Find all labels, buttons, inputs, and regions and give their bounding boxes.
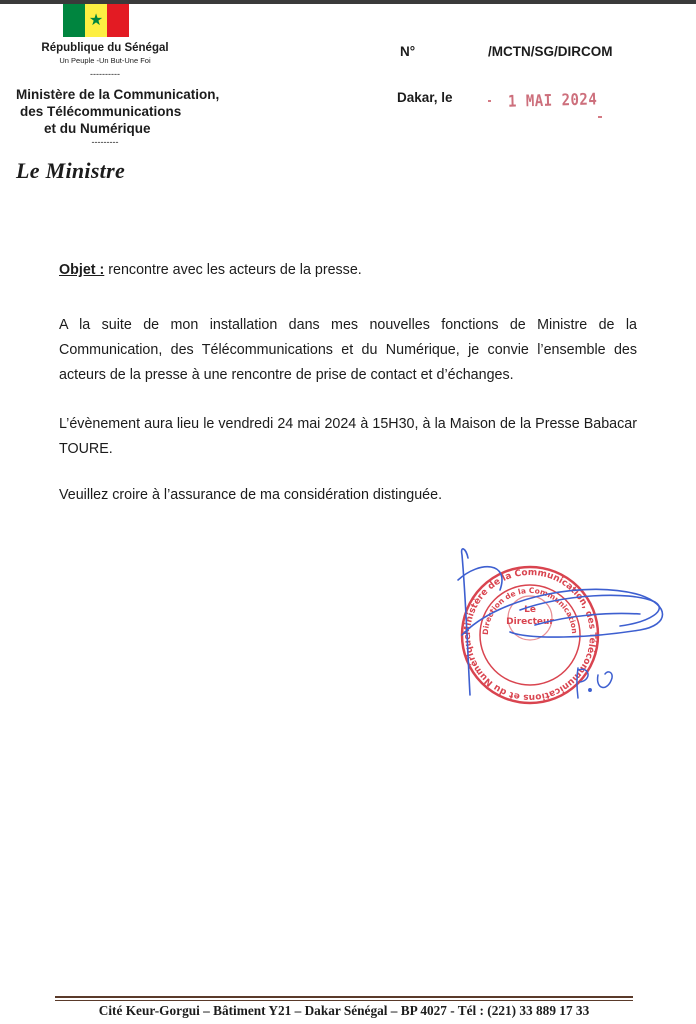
paragraph-closing: Veuillez croire à l’assurance de ma considération distinguée. <box>59 487 443 503</box>
ministry-name <box>16 86 256 137</box>
separator-bottom: --------- <box>91 137 119 147</box>
stamp-ring-text: Ministère de la Communication, des Télécommunications et du Numérique <box>462 567 598 703</box>
reference-code: /MCTN/SG/DIRCOM <box>488 44 613 59</box>
subject-label: Objet : <box>59 262 105 278</box>
paragraph-event: L’évènement aura lieu le vendredi 24 mai 2024 à 15H30, à la Maison de la Presse Babacar TOURE. <box>59 416 637 457</box>
stamp-mark <box>598 116 602 118</box>
date-stamp: 1 MAI 2024 <box>507 90 598 112</box>
stamp-mark <box>488 100 491 102</box>
stamp-center-line-1: Le <box>524 605 536 615</box>
reference-label: N° <box>400 44 416 59</box>
footer-rule <box>55 1000 633 1001</box>
ministry-line-3: et du Numérique <box>44 121 151 136</box>
paragraph-invitation: A la suite de mon installation dans mes nouvelles fonctions de Ministre de la Communication, des Télécommunications et du Numérique, je convie l’ensemble des acteurs de la presse à une rencontre de prise de contact et d’échanges. <box>59 317 637 383</box>
separator-top: ---------- <box>90 69 120 79</box>
official-stamp-icon <box>440 540 680 710</box>
place-label: Dakar, le <box>397 90 453 105</box>
country-name: République du Sénégal <box>41 42 169 54</box>
footer-address: Cité Keur-Gorgui – Bâtiment Y21 – Dakar Sénégal – BP 4027 - Tél : (221) 33 889 17 33 <box>98 1003 590 1018</box>
ministry-line-2: des Télécommunications <box>20 104 182 119</box>
subject-line <box>59 258 637 283</box>
national-motto: Un Peuple -Un But-Une Foi <box>59 56 151 65</box>
senegal-flag-icon: ★ <box>63 4 129 37</box>
stamp-center-line-2: Directeur <box>506 617 554 627</box>
ministry-line-1: Ministère de la Communication, <box>16 87 220 102</box>
stamp-inner-ring-text: Direction de la Communication <box>480 585 580 636</box>
subject-text: rencontre avec les acteurs de la presse. <box>104 262 362 278</box>
initials-text: P.O <box>595 700 597 701</box>
signatory-title: Le Ministre <box>16 158 126 183</box>
footer-rule <box>55 996 633 998</box>
